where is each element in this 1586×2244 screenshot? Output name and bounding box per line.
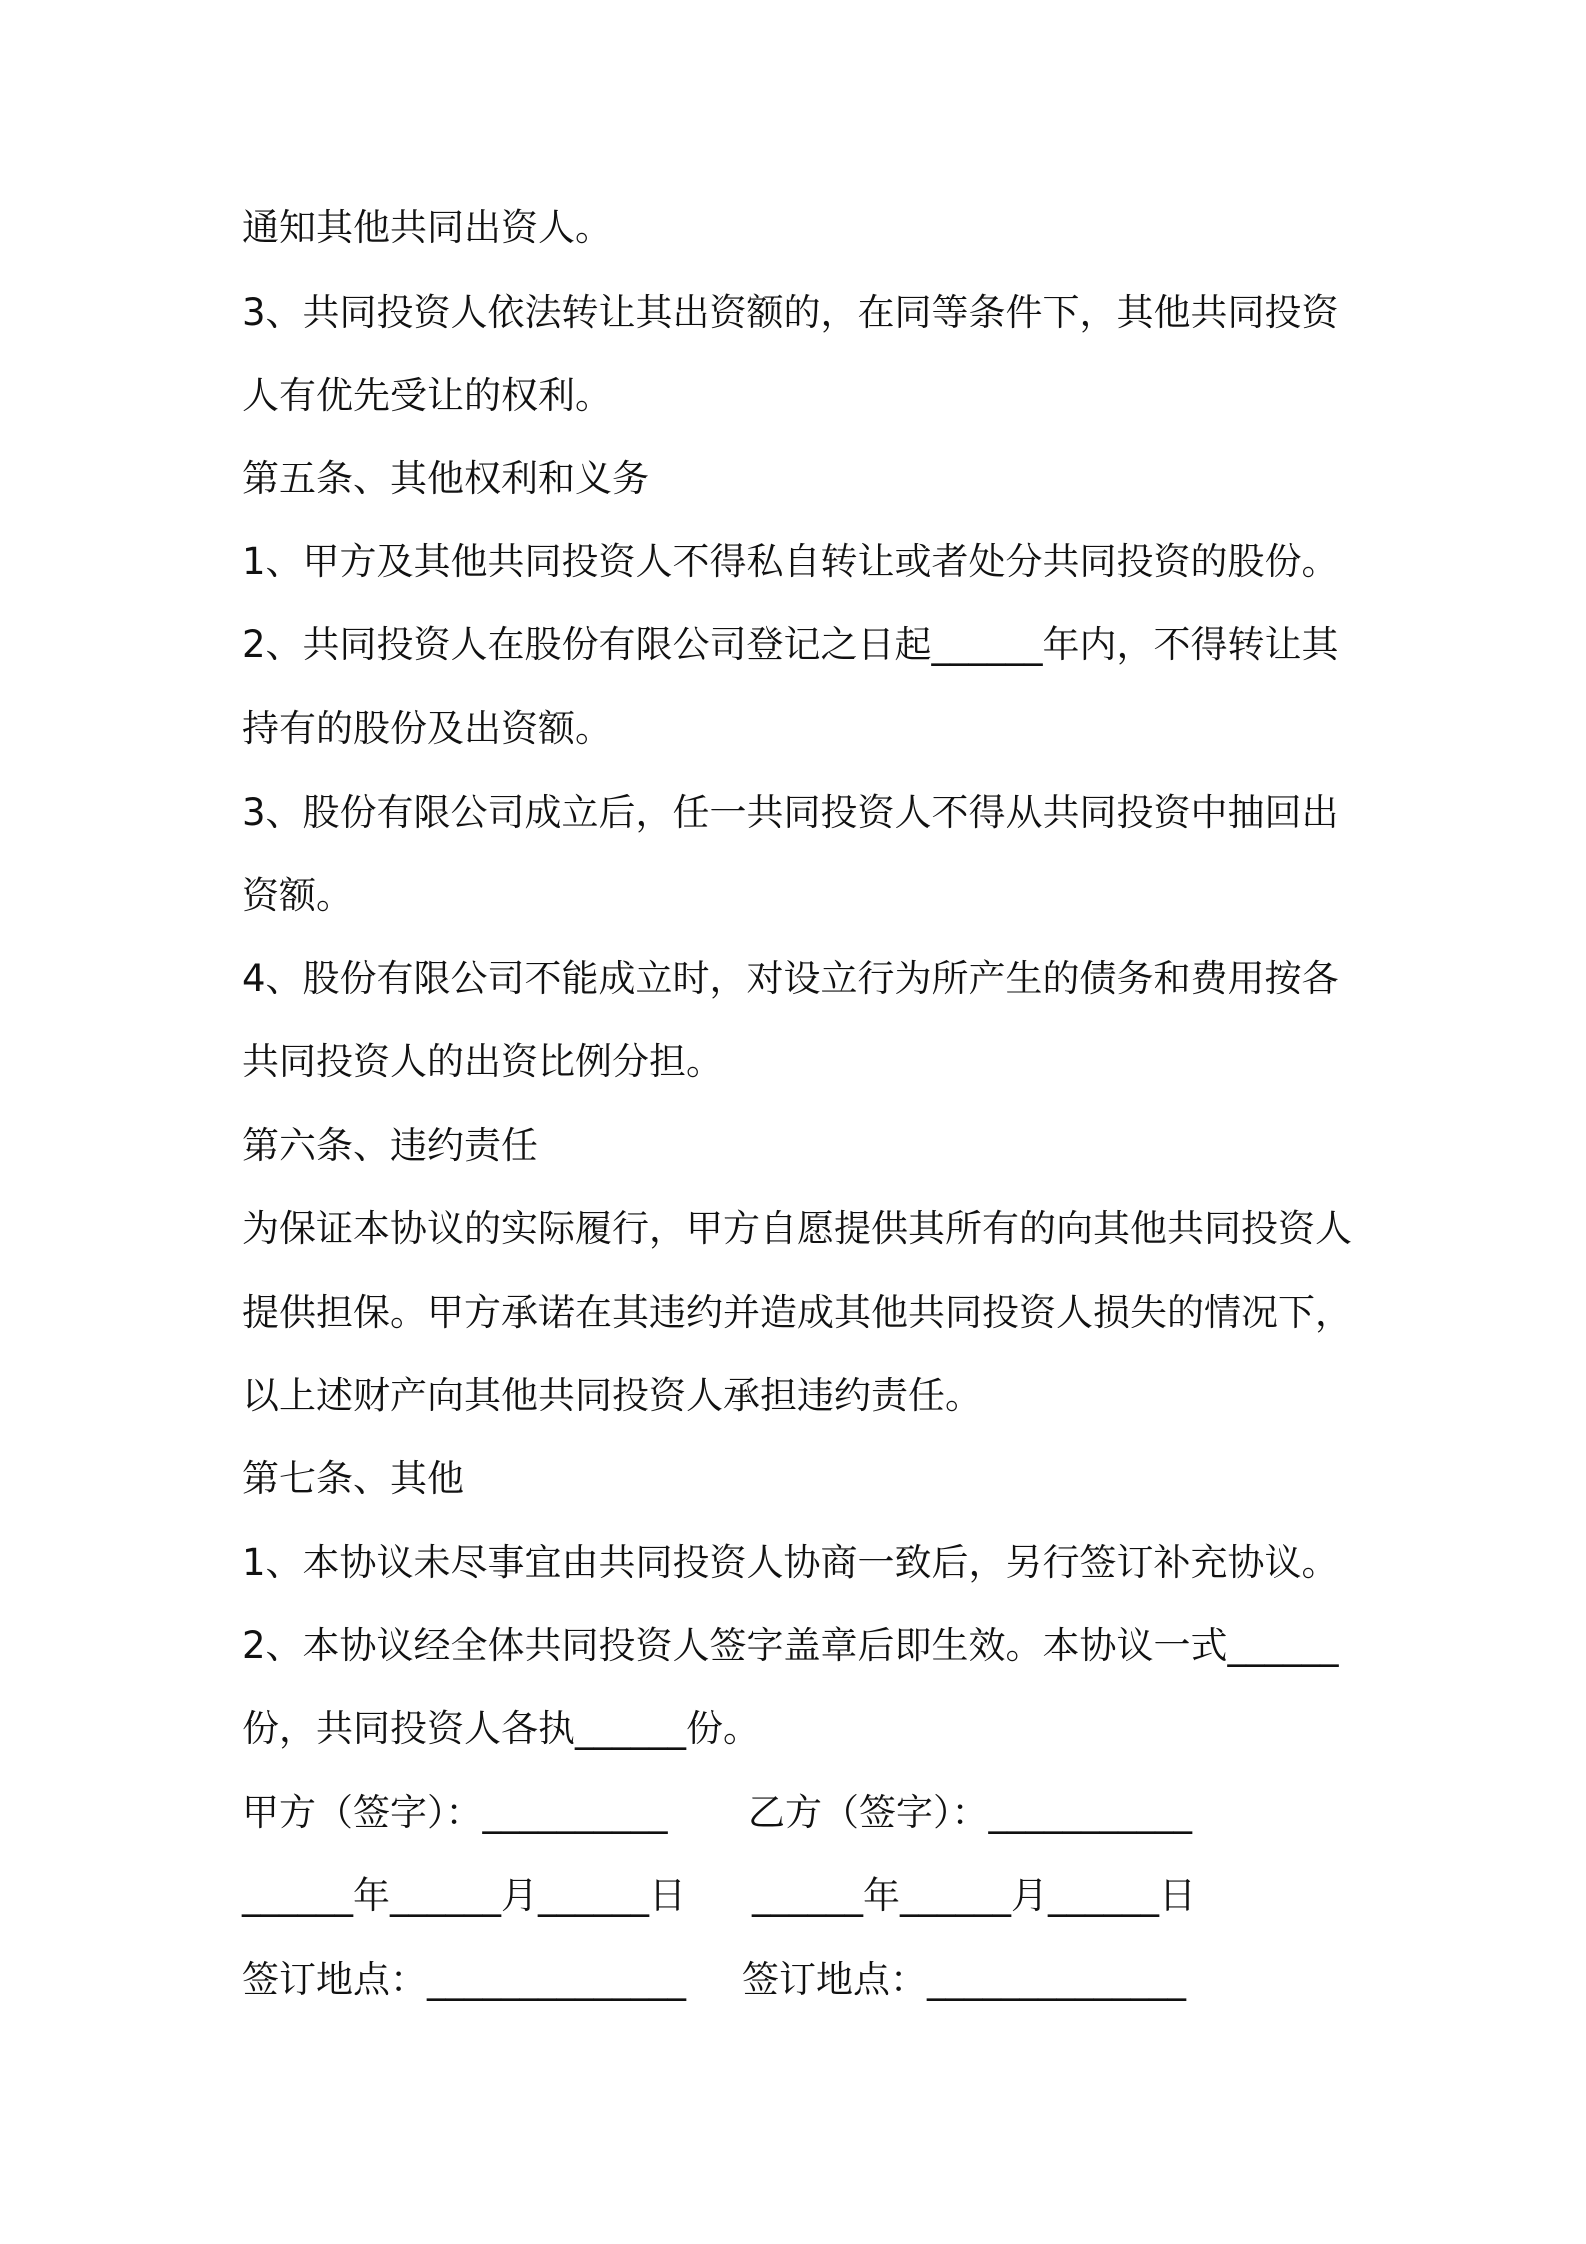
text-line: 资额。: [242, 874, 353, 917]
text-line: 4、股份有限公司不能成立时，对设立行为所产生的债务和费用按各: [242, 957, 1339, 1000]
text-line: 提供担保。甲方承诺在其违约并造成其他共同投资人损失的情况下，: [242, 1291, 1352, 1334]
party-a-place: 签订地点：______________: [242, 1958, 686, 2001]
text-line: 共同投资人的出资比例分担。: [242, 1040, 723, 1083]
text-line: 份，共同投资人各执______份。: [242, 1707, 760, 1750]
party-a-date: ______年______月______日: [242, 1874, 686, 1917]
text-line: 1、甲方及其他共同投资人不得私自转让或者处分共同投资的股份。: [242, 540, 1339, 583]
party-b-place: 签订地点：______________: [742, 1958, 1186, 2001]
section-heading: 第六条、违约责任: [242, 1124, 538, 1167]
text-line: 1、本协议未尽事宜由共同投资人协商一致后，另行签订补充协议。: [242, 1541, 1339, 1584]
text-line: 人有优先受让的权利。: [242, 374, 612, 417]
text-line: 持有的股份及出资额。: [242, 707, 612, 750]
text-line: 为保证本协议的实际履行，甲方自愿提供其所有的向其他共同投资人: [242, 1207, 1352, 1250]
text-line: 2、本协议经全体共同投资人签字盖章后即生效。本协议一式______: [242, 1624, 1339, 1667]
section-heading: 第五条、其他权利和义务: [242, 457, 649, 500]
text-line: 3、股份有限公司成立后，任一共同投资人不得从共同投资中抽回出: [242, 791, 1339, 834]
text-line: 2、共同投资人在股份有限公司登记之日起______年内，不得转让其: [242, 623, 1339, 666]
party-a-signature: 甲方（签字）：__________: [242, 1791, 668, 1834]
party-b-date: ______年______月______日: [752, 1874, 1196, 1917]
text-line: 以上述财产向其他共同投资人承担违约责任。: [242, 1374, 982, 1417]
text-line: 3、共同投资人依法转让其出资额的，在同等条件下，其他共同投资: [242, 291, 1339, 334]
section-heading: 第七条、其他: [242, 1457, 464, 1500]
text-line: 通知其他共同出资人。: [242, 206, 612, 249]
party-b-signature: 乙方（签字）：___________: [748, 1791, 1192, 1834]
